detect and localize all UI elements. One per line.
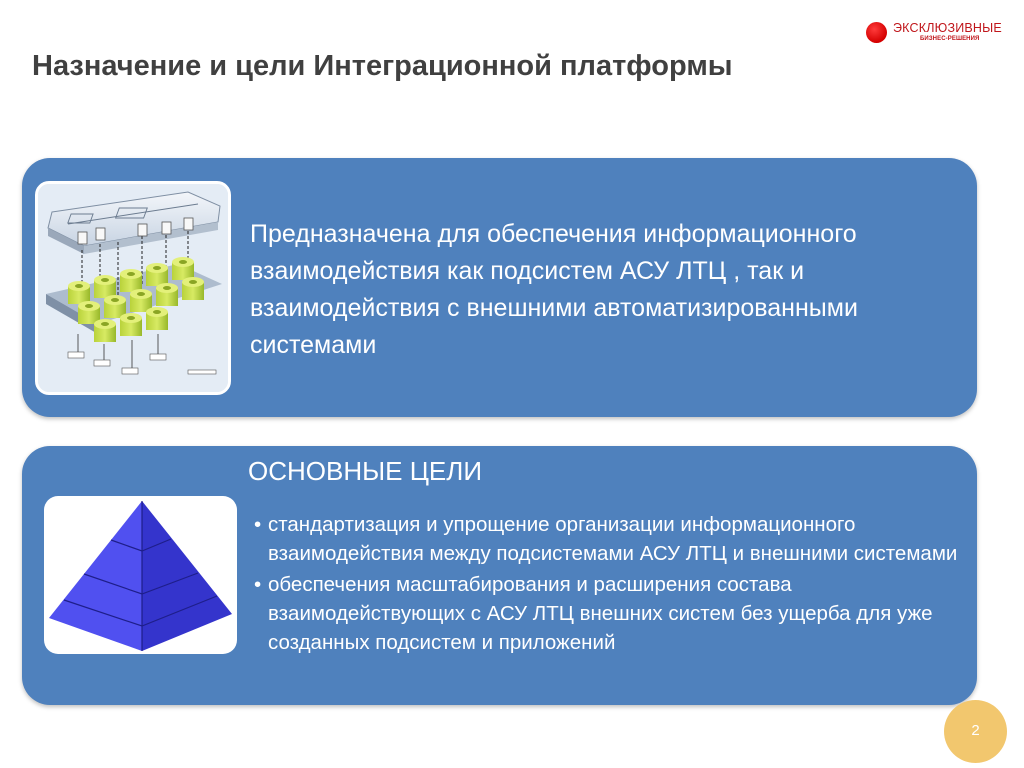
list-item xyxy=(254,570,974,657)
company-logo xyxy=(866,20,1006,46)
goal-text: стандартизация и упрощение организации информационного взаимодействия между подсистемами АСУ ЛТЦ и внешними системами xyxy=(268,513,958,565)
bullet-icon: • xyxy=(254,513,262,536)
page-number: 2 xyxy=(971,722,980,739)
architecture-diagram-icon xyxy=(35,181,231,395)
goals-list xyxy=(254,510,974,659)
bullet-icon: • xyxy=(254,573,262,596)
pyramid-icon xyxy=(44,496,237,654)
logo-text: ЭКСКЛЮЗИВНЫЕ xyxy=(893,21,1002,35)
goals-panel xyxy=(22,446,977,705)
page-number-badge xyxy=(944,700,1007,763)
logo-circle-icon xyxy=(866,22,887,43)
page-title: Назначение и цели Интеграционной платформы xyxy=(32,50,733,82)
logo-subtext: БИЗНЕС-РЕШЕНИЯ xyxy=(920,36,980,42)
goals-heading: ОСНОВНЫЕ ЦЕЛИ xyxy=(248,456,483,486)
purpose-text: Предназначена для обеспечения информационного взаимодействия как подсистем АСУ ЛТЦ , так и взаимодействия с внешними автоматизированными системами xyxy=(250,220,858,359)
list-item xyxy=(254,510,974,568)
purpose-panel xyxy=(22,158,977,417)
goal-text: обеспечения масштабирования и расширения состава взаимодействующих с АСУ ЛТЦ внешних систем без ущерба для уже созданных подсистем и приложений xyxy=(268,573,933,654)
